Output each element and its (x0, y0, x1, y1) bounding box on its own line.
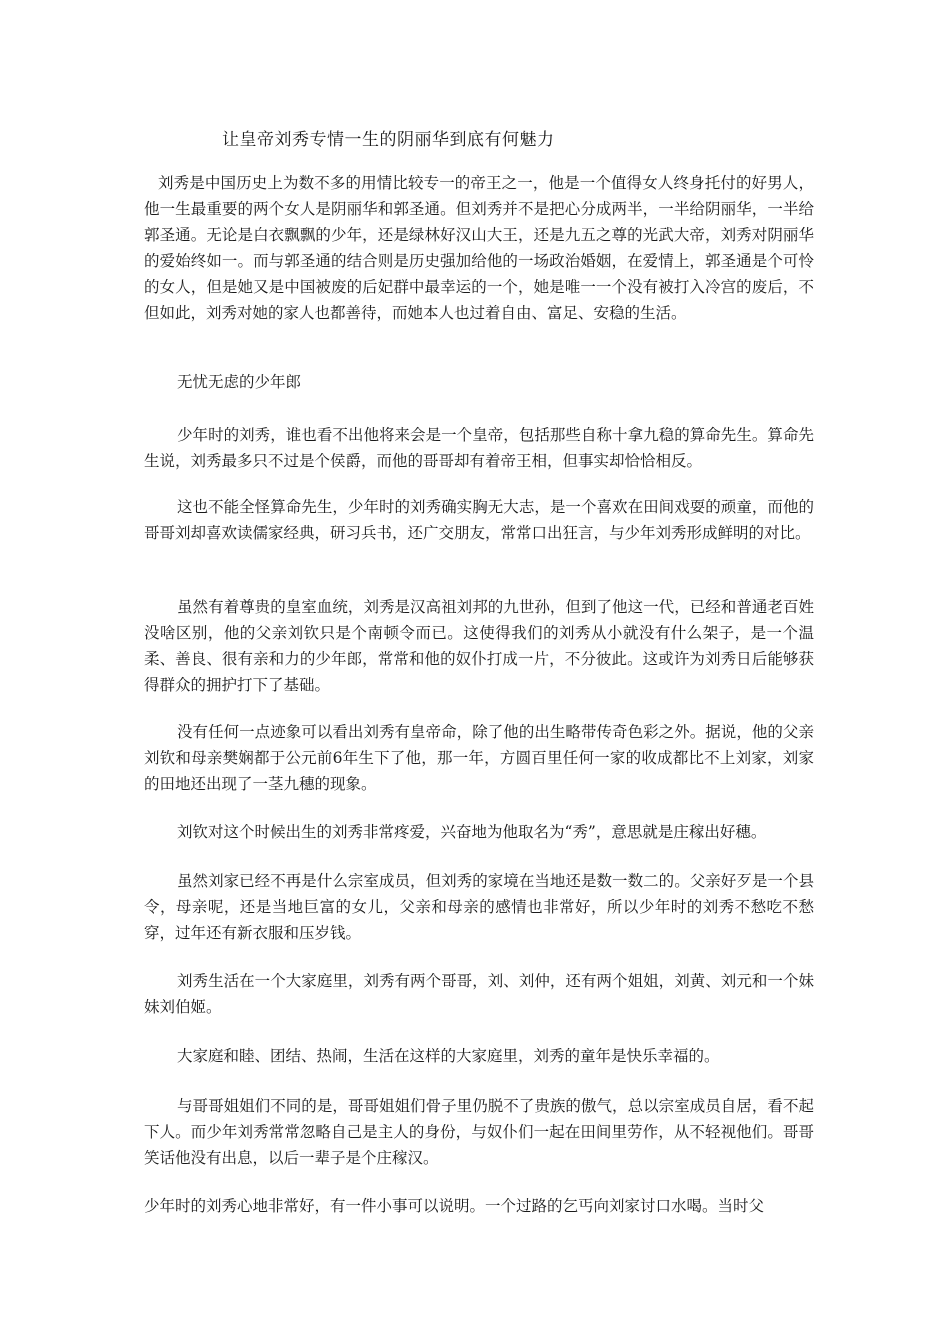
paragraph: 虽然有着尊贵的皇室血统，刘秀是汉高祖刘邦的九世孙，但到了他这一代，已经和普通老百姓没啥区别，他的父亲刘钦只是个南顿令而已。这使得我们的刘秀从小就没有什么架子，是一个温柔、善良、很有亲和力的少年郎，常常和他的奴仆打成一片，不分彼此。这或许为刘秀日后能够获得群众的拥护打下了基础。 (144, 598, 814, 694)
paragraph: 这也不能全怪算命先生，少年时的刘秀确实胸无大志，是一个喜欢在田间戏耍的顽童，而他的哥哥刘却喜欢读儒家经典，研习兵书，还广交朋友，常常口出狂言，与少年刘秀形成鲜明的对比。 (144, 498, 814, 542)
paragraph: 刘钦对这个时候出生的刘秀非常疼爱，兴奋地为他取名为“秀”，意思就是庄稼出好穗。 (177, 823, 767, 841)
paragraph: 大家庭和睦、团结、热闹，生活在这样的大家庭里，刘秀的童年是快乐幸福的。 (177, 1047, 720, 1065)
paragraph: 刘秀生活在一个大家庭里，刘秀有两个哥哥，刘、刘仲，还有两个姐姐，刘黄、刘元和一个妹妹刘伯姬。 (144, 972, 814, 1016)
paragraph: 少年时的刘秀心地非常好，有一件小事可以说明。一个过路的乞丐向刘家讨口水喝。当时父 (144, 1197, 765, 1215)
paragraph: 虽然刘家已经不再是什么宗室成员，但刘秀的家境在当地还是数一数二的。父亲好歹是一个县令，母亲呢，还是当地巨富的女儿，父亲和母亲的感情也非常好，所以少年时的刘秀不愁吃不愁穿，过年还有新衣服和压岁钱。 (144, 872, 814, 942)
paragraph: 没有任何一点迹象可以看出刘秀有皇帝命，除了他的出生略带传奇色彩之外。据说，他的父亲刘钦和母亲樊娴都于公元前6年生下了他，那一年，方圆百里任何一家的收成都比不上刘家，刘家的田地还出现了一茎九穗的现象。 (144, 723, 814, 793)
paragraph-intro: 刘秀是中国历史上为数不多的用情比较专一的帝王之一，他是一个值得女人终身托付的好男人，他一生最重要的两个女人是阴丽华和郭圣通。但刘秀并不是把心分成两半，一半给阴丽华，一半给郭圣通。无论是白衣飘飘的少年，还是绿林好汉山大王，还是九五之尊的光武大帝，刘秀对阴丽华的爱始终如一。而与郭圣通的结合则是历史强加给他的一场政治婚姻，在爱情上，郭圣通是个可怜的女人，但是她又是中国被废的后妃群中最幸运的一个，她是唯一一个没有被打入冷宫的废后，不但如此，刘秀对她的家人也都善待，而她本人也过着自由、富足、安稳的生活。 (144, 174, 814, 322)
paragraph: 少年时的刘秀，谁也看不出他将来会是一个皇帝，包括那些自称十拿九稳的算命先生。算命先生说，刘秀最多只不过是个侯爵，而他的哥哥却有着帝王相，但事实却恰恰相反。 (144, 426, 814, 470)
paragraph: 与哥哥姐姐们不同的是，哥哥姐姐们骨子里仍脱不了贵族的傲气，总以宗室成员自居，看不起下人。而少年刘秀常常忽略自己是主人的身份，与奴仆们一起在田间里劳作，从不轻视他们。哥哥笑话他没有出息，以后一辈子是个庄稼汉。 (144, 1097, 814, 1167)
section-heading: 无忧无虑的少年郎 (177, 373, 302, 391)
document-title: 让皇帝刘秀专情一生的阴丽华到底有何魅力 (222, 130, 555, 150)
